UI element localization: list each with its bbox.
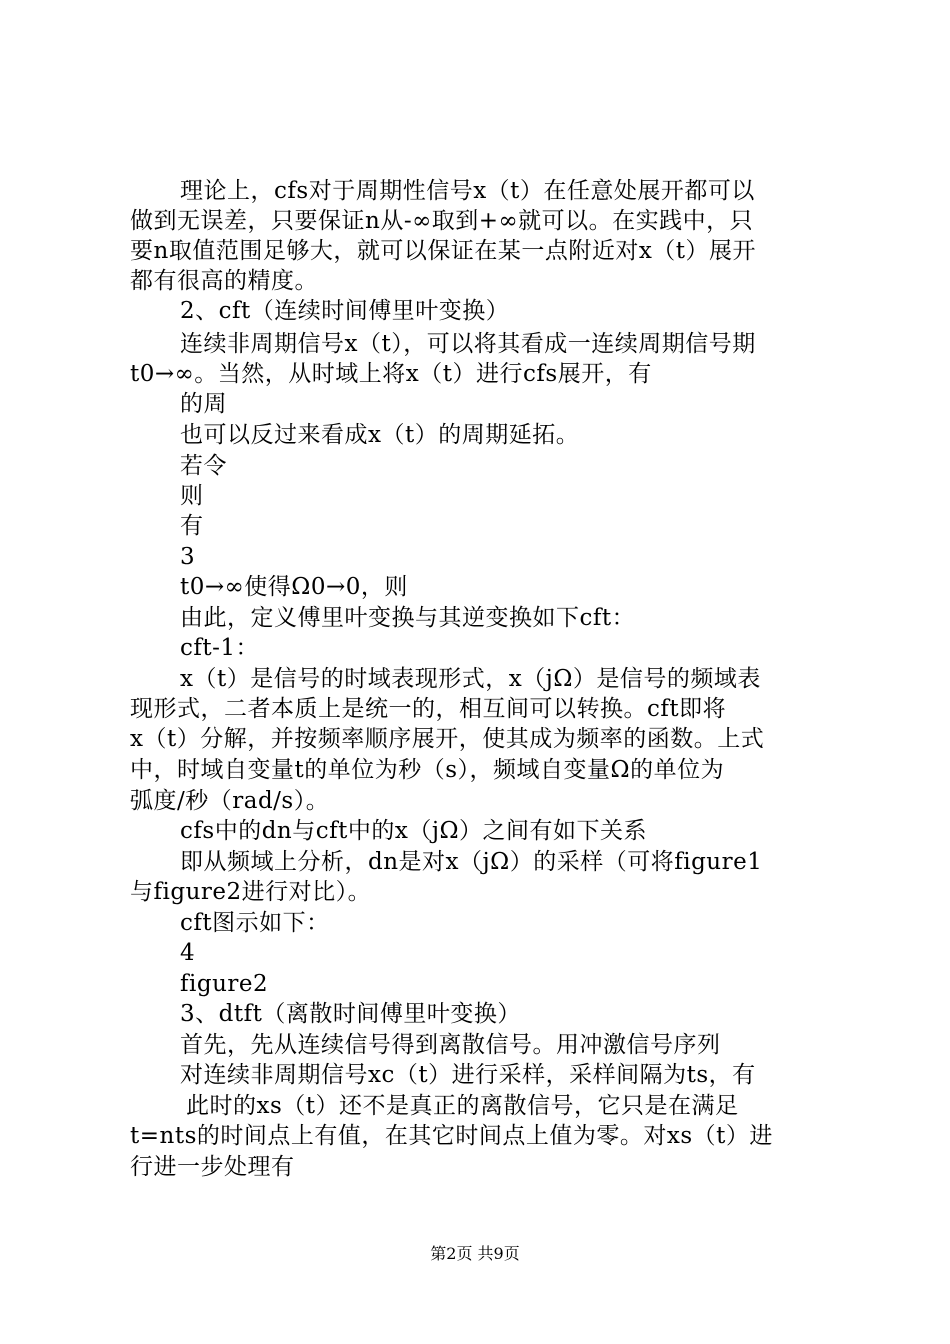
text-line: 行进一步处理有 bbox=[130, 1154, 295, 1180]
text-line: 要n取值范围足够大，就可以保证在某一点附近对x（t）展开 bbox=[130, 238, 757, 264]
text-line: t0→∞。当然，从时域上将x（t）进行cfs展开，有 bbox=[130, 361, 652, 387]
page-footer: 第2页 共9页 bbox=[430, 1244, 520, 1263]
text-line: cft图示如下： bbox=[180, 910, 330, 936]
page-number-marker: 3 bbox=[180, 544, 196, 570]
text-line: 连续非周期信号x（t），可以将其看成一连续周期信号期 bbox=[180, 331, 756, 357]
text-line: 也可以反过来看成x（t）的周期延拓。 bbox=[180, 422, 580, 448]
text-line: 做到无误差，只要保证n从-∞取到+∞就可以。在实践中，只 bbox=[130, 208, 754, 234]
figure-label: figure2 bbox=[180, 971, 269, 997]
text-line: 的周 bbox=[180, 391, 227, 417]
text-line: t0→∞使得Ω0→0，则 bbox=[180, 574, 408, 600]
text-line: 即从频域上分析，dn是对x（jΩ）的采样（可将figure1 bbox=[180, 849, 763, 875]
text-line: cfs中的dn与cft中的x（jΩ）之间有如下关系 bbox=[180, 818, 648, 844]
text-line: 由此，定义傅里叶变换与其逆变换如下cft： bbox=[180, 605, 636, 631]
text-line: 对连续非周期信号xc（t）进行采样，采样间隔为ts，有 bbox=[180, 1062, 756, 1088]
text-line: 首先，先从连续信号得到离散信号。用冲激信号序列 bbox=[180, 1032, 721, 1058]
text-line: cft-1： bbox=[180, 635, 260, 661]
text-line: 有 bbox=[180, 513, 204, 539]
text-line: 理论上，cfs对于周期性信号x（t）在任意处展开都可以 bbox=[180, 178, 755, 204]
text-line: x（t）是信号的时域表现形式，x（jΩ）是信号的频域表 bbox=[180, 666, 761, 692]
text-line: 则 bbox=[180, 483, 204, 509]
text-line: 若令 bbox=[180, 453, 227, 479]
text-line: x（t）分解，并按频率顺序展开，使其成为频率的函数。上式 bbox=[130, 726, 765, 752]
text-line: 此时的xs（t）还不是真正的离散信号，它只是在满足 bbox=[186, 1093, 739, 1119]
section-heading: 3、dtft（离散时间傅里叶变换） bbox=[180, 1001, 521, 1027]
text-line: t=nts的时间点上有值，在其它时间点上值为零。对xs（t）进 bbox=[130, 1123, 773, 1149]
section-heading: 2、cft（连续时间傅里叶变换） bbox=[180, 298, 510, 324]
page-number-marker: 4 bbox=[180, 940, 196, 966]
text-line: 现形式，二者本质上是统一的，相互间可以转换。cft即将 bbox=[130, 696, 727, 722]
text-line: 与figure2进行对比）。 bbox=[130, 879, 372, 905]
text-line: 都有很高的精度。 bbox=[130, 268, 318, 294]
text-line: 中，时域自变量t的单位为秒（s），频域自变量Ω的单位为 bbox=[130, 757, 725, 783]
text-line: 弧度/秒（rad/s）。 bbox=[130, 788, 330, 814]
